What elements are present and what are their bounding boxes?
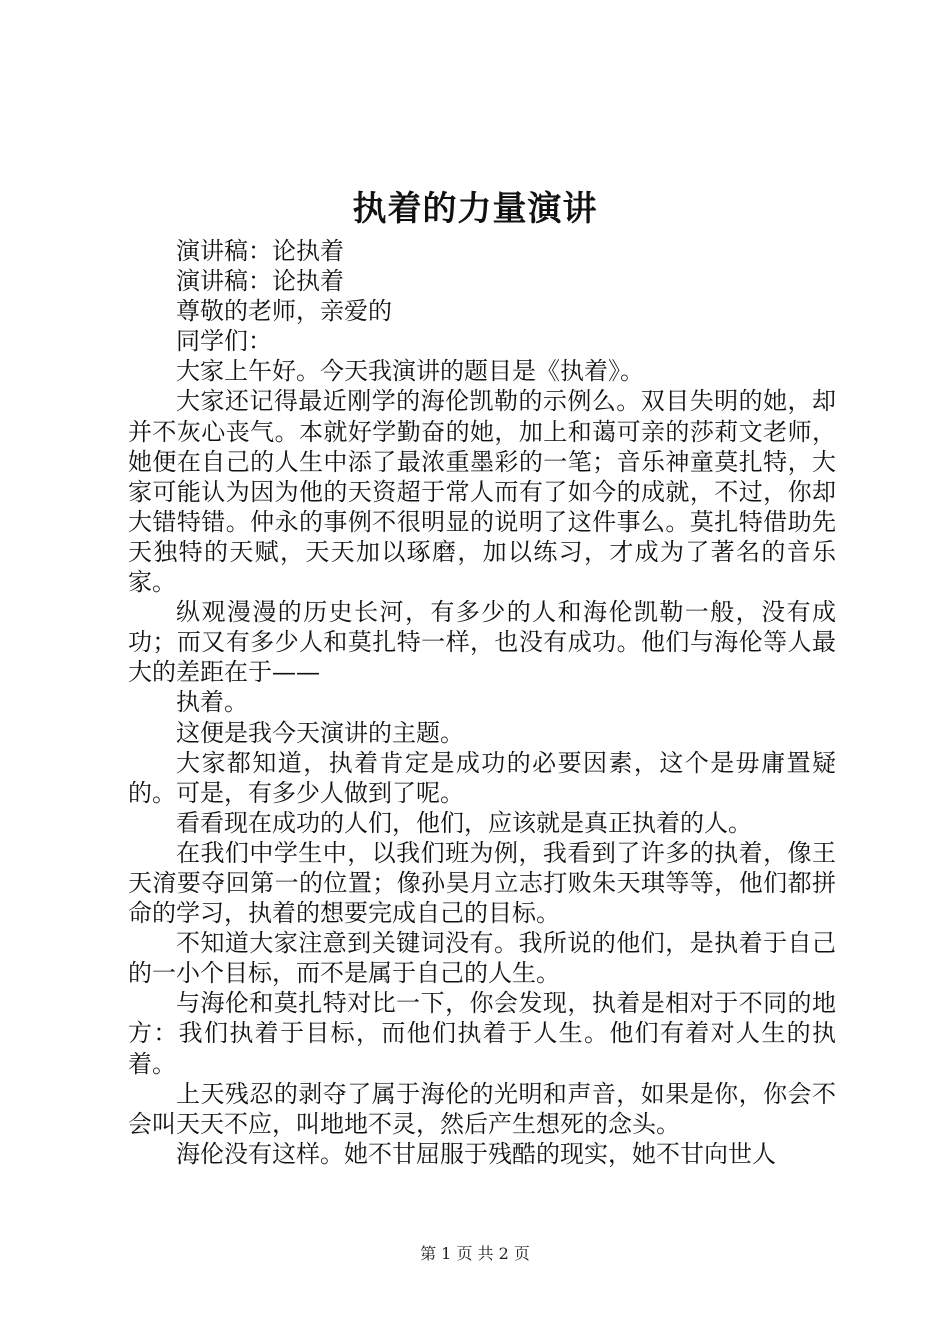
paragraph: 演讲稿：论执着 — [176, 267, 344, 296]
paragraph: 同学们： — [176, 327, 272, 356]
paragraph: 不知道大家注意到关键词没有。我所说的他们，是执着于自己的一小个目标，而不是属于自己的人生。 — [128, 929, 836, 988]
page-number-footer: 第 1 页 共 2 页 — [420, 1244, 530, 1263]
paragraph: 大家都知道，执着肯定是成功的必要因素，这个是毋庸置疑的。可是，有多少人做到了呢。 — [128, 748, 836, 807]
paragraph: 海伦没有这样。她不甘屈服于残酷的现实，她不甘向世人 — [176, 1139, 776, 1168]
paragraph: 与海伦和莫扎特对比一下，你会发现，执着是相对于不同的地方：我们执着于目标，而他们执着于人生。他们有着对人生的执着。 — [128, 989, 836, 1078]
paragraph: 上天残忍的剥夺了属于海伦的光明和声音，如果是你，你会不会叫天天不应，叫地地不灵，然后产生想死的念头。 — [128, 1079, 836, 1138]
paragraph: 大家上午好。今天我演讲的题目是《执着》。 — [176, 357, 644, 386]
paragraph: 演讲稿：论执着 — [176, 237, 344, 265]
paragraph: 纵观漫漫的历史长河，有多少的人和海伦凯勒一般，没有成功；而又有多少人和莫扎特一样，也没有成功。他们与海伦等人最大的差距在于—— — [128, 598, 836, 687]
paragraph: 看看现在成功的人们，他们，应该就是真正执着的人。 — [176, 808, 752, 837]
paragraph: 在我们中学生中，以我们班为例，我看到了许多的执着，像王天淯要夺回第一的位置；像孙昊月立志打败朱天琪等等，他们都拼命的学习，执着的想要完成自己的目标。 — [128, 838, 836, 928]
paragraph: 大家还记得最近刚学的海伦凯勒的示例么。双目失明的她，却并不灰心丧气。本就好学勤奋的她，加上和蔼可亲的莎莉文老师，她便在自己的人生中添了最浓重墨彩的一笔；音乐神童莫扎特，大家可能认为因为他的天资超于常人而有了如今的成就，不过，你却大错特错。仲永的事例不很明显的说明了这件事么。莫扎特借助先天独特的天赋，天天加以琢磨，加以练习，才成为了著名的音乐家。 — [128, 387, 836, 597]
document-body — [128, 236, 836, 1169]
paragraph: 执着。 — [176, 688, 248, 717]
document-title: 执着的力量演讲 — [352, 189, 598, 229]
paragraph: 这便是我今天演讲的主题。 — [176, 718, 464, 747]
paragraph: 尊敬的老师，亲爱的 — [176, 297, 392, 326]
